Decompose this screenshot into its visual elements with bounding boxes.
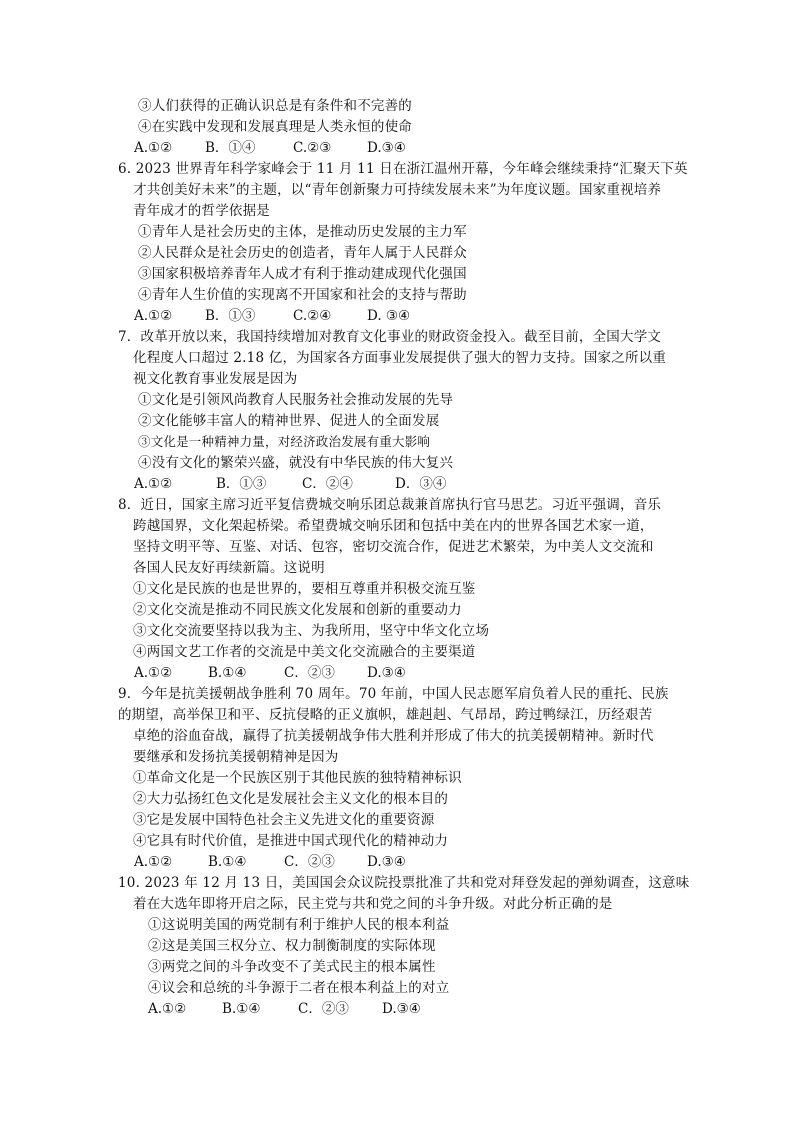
- q10-option-c: C．②③: [298, 1001, 349, 1017]
- q7-option-a: A.①②: [134, 476, 173, 492]
- q8-option-d: D.③④: [367, 665, 406, 681]
- q8-stem-line-4: 各国人民友好再续新篇。这说明: [133, 560, 325, 576]
- q8-option-b: B.①④: [208, 665, 247, 681]
- q9-stem-line-2: 的期望，高举保卫和平、反抗侵略的正义旗帜，雄赳赳、气昂昂，跨过鸭绿江，历经艰苦: [118, 707, 653, 723]
- q6-statement-1: ①青年人是社会历史的主体，是推动历史发展的主力军: [138, 224, 467, 240]
- q7-option-b: B．①③: [216, 476, 267, 492]
- q7-option-d: D．③④: [395, 476, 447, 492]
- q5-option-b: B．①④: [205, 140, 256, 156]
- q7-option-c: C．②④: [302, 476, 353, 492]
- q9-stem-line-3: 卓绝的浴血奋战，赢得了抗美援朝战争伟大胜利并形成了伟大的抗美援朝精神。新时代: [133, 728, 654, 744]
- q8-stem-line-1: 8．近日，国家主席习近平复信费城交响乐团总裁兼首席执行官马思艺。习近平强调，音乐: [118, 497, 662, 513]
- q8-statement-2: ②文化交流是推动不同民族文化发展和创新的重要动力: [133, 602, 462, 618]
- q9-option-b: B.①④: [208, 854, 247, 870]
- q9-statement-2: ②大力弘扬红色文化是发展社会主义文化的根本目的: [133, 791, 449, 807]
- q8-stem-line-2: 跨越国界，文化架起桥梁。希望费城交响乐团和包括中美在内的世界各国艺术家一道，: [133, 518, 654, 534]
- q9-option-c: C．②③: [284, 854, 335, 870]
- q7-statement-3: ③文化是一种精神力量，对经济政治发展有重大影响: [138, 434, 431, 449]
- q7-statement-1: ①文化是引领风尚教育人民服务社会推动发展的先导: [138, 392, 454, 408]
- q8-option-a: A.①②: [134, 665, 173, 681]
- q9-option-a: A.①②: [134, 854, 173, 870]
- q10-statement-3: ③两党之间的斗争改变不了美式民主的根本属性: [148, 959, 436, 975]
- q10-stem-line-2: 着在大选年即将开启之际，民主党与共和党之间的斗争升级。对此分析正确的是: [133, 896, 613, 912]
- q6-statement-2: ②人民群众是社会历史的创造者，青年人属于人民群众: [138, 245, 467, 261]
- q7-statement-2: ②文化能够丰富人的精神世界、促进人的全面发展: [138, 413, 440, 429]
- q6-option-c: C.②④: [293, 308, 332, 324]
- q8-option-c: C．②③: [284, 665, 335, 681]
- q10-stem-line-1: 10. 2023 年 12 月 13 日，美国国会众议院投票批准了共和党对拜登发起的弹劾调查，这意味: [118, 875, 690, 891]
- q10-option-a: A.①②: [148, 1001, 187, 1017]
- q9-stem-line-4: 要继承和发扬抗美援朝精神是因为: [133, 749, 339, 765]
- q9-statement-3: ③它是发展中国特色社会主义先进文化的重要资源: [133, 812, 435, 828]
- q7-stem-line-3: 视文化教育事业发展是因为: [133, 371, 298, 387]
- q6-stem-line-3: 青年成才的哲学依据是: [133, 203, 270, 219]
- q10-statement-2: ②这是美国三权分立、权力制衡制度的实际体现: [148, 938, 436, 954]
- q8-stem-line-3: 坚持文明平等、互鉴、对话、包容，密切交流合作，促进艺术繁荣，为中美人文交流和: [133, 539, 654, 555]
- q6-statement-4: ④青年人生价值的实现离不开国家和社会的支持与帮助: [138, 287, 467, 303]
- q7-stem-line-1: 7．改革开放以来，我国持续增加对教育文化事业的财政资金投入。截至目前，全国大学文: [118, 329, 662, 345]
- q8-statement-1: ①文化是民族的也是世界的，要相互尊重并积极交流互鉴: [133, 581, 476, 597]
- q6-stem-line-2: 才共创美好未来”的主题，以“青年创新聚力可持续发展未来”为年度议题。国家重视培养: [133, 182, 662, 198]
- q8-statement-3: ③文化交流要坚持以我为主、为我所用，坚守中华文化立场: [133, 623, 490, 639]
- q5-statement-3: ③人们获得的正确认识总是有条件和不完善的: [138, 98, 412, 114]
- q7-stem-line-2: 化程度人口超过 2.18 亿，为国家各方面事业发展提供了强大的智力支持。国家之所以重: [133, 350, 667, 366]
- q6-stem-line-1: 6. 2023 世界青年科学家峰会于 11 月 11 日在浙江温州开幕，今年峰会继续秉持“汇聚天下英: [118, 161, 688, 177]
- q9-statement-4: ④它具有时代价值，是推进中国式现代化的精神动力: [133, 833, 449, 849]
- q5-option-c: C.②③: [293, 140, 332, 156]
- q9-stem-line-1: 9．今年是抗美援朝战争胜利 70 周年。70 年前，中国人民志愿军肩负着人民的重托、民族: [118, 686, 669, 702]
- q6-statement-3: ③国家积极培养青年人成才有利于推动建成现代化强国: [138, 266, 467, 282]
- q5-statement-4: ④在实践中发现和发展真理是人类永恒的使命: [138, 119, 412, 135]
- q10-statement-1: ①这说明美国的两党制有利于维护人民的根本利益: [148, 917, 450, 933]
- q10-option-d: D.③④: [382, 1001, 421, 1017]
- q9-option-d: D.③④: [367, 854, 406, 870]
- q6-option-d: D. ③④: [367, 308, 411, 324]
- q10-statement-4: ④议会和总统的斗争源于二者在根本利益上的对立: [148, 980, 450, 996]
- q10-option-b: B.①④: [222, 1001, 261, 1017]
- q9-statement-1: ①革命文化是一个民族区别于其他民族的独特精神标识: [133, 770, 462, 786]
- q7-statement-4: ④没有文化的繁荣兴盛，就没有中华民族的伟大复兴: [138, 455, 454, 471]
- q6-option-a: A.①②: [134, 308, 173, 324]
- q8-statement-4: ④两国文艺工作者的交流是中美文化交流融合的主要渠道: [133, 644, 476, 660]
- q5-option-a: A.①②: [134, 140, 173, 156]
- q5-option-d: D.③④: [367, 140, 406, 156]
- q6-option-b: B．①③: [205, 308, 256, 324]
